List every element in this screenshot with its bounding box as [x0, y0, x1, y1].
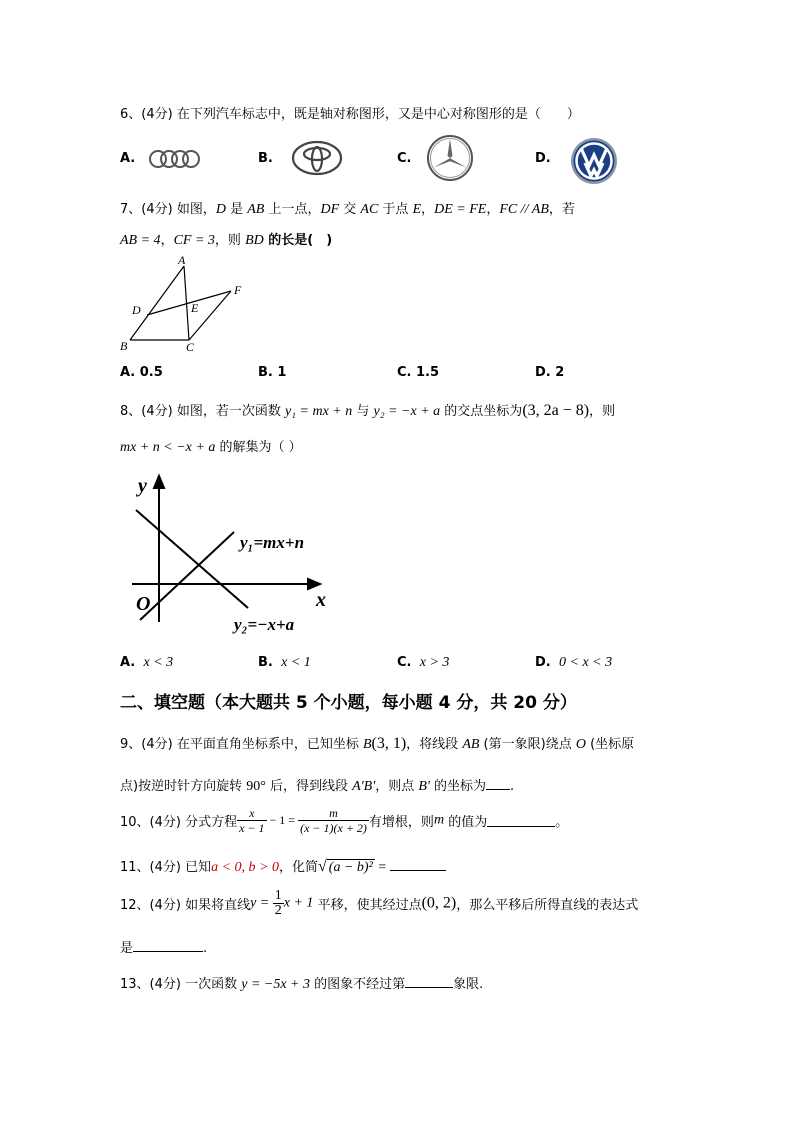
- q10-fraction-right: $\frac{m}{(x - 1)(x + 2)}$: [300, 806, 367, 835]
- q8-option-a: A. x < 3: [120, 655, 174, 670]
- q6-option-d-letter: D.: [535, 151, 551, 166]
- q11-stem: 11、(4分) 已知a < 0, b > 0，化简√ (a − b)² =: [120, 856, 446, 876]
- q10-answer-blank[interactable]: [487, 814, 555, 827]
- x-axis-label: x: [316, 589, 326, 611]
- toyota-logo-icon: [291, 140, 343, 176]
- q13-stem: 13、(4分) 一次函数 y = −5x + 3 的图象不经过第 象限.: [120, 977, 484, 992]
- x-axis-arrow: [308, 579, 320, 589]
- audi-rings-icon: [148, 148, 202, 170]
- q13-answer-blank[interactable]: [405, 975, 453, 988]
- q7-stem-line2: AB = 4，CF = 3，则 BD 的长是( ): [120, 233, 333, 248]
- q12-stem-line1: 12、(4分) 如果将直线y = $\frac{1}{2}$ x + 1 平移，使其经过点(0, 2)，那么平移后所得直线的表达式: [120, 888, 639, 918]
- segment-df: [147, 291, 231, 315]
- line-y1: [140, 532, 234, 620]
- q12-fraction-half: $\frac{1}{2}$: [274, 888, 282, 918]
- q7-geometry-figure: [114, 252, 254, 356]
- q6-stem: 6、(4分) 在下列汽车标志中，既是轴对称图形，又是中心对称图形的是（ ）: [120, 107, 580, 122]
- volkswagen-logo-icon: [570, 137, 618, 185]
- section-fill-in-heading: 二、填空题（本大题共 5 个小题，每小题 4 分，共 20 分）: [120, 693, 577, 713]
- q7-option-a: A. 0.5: [120, 365, 163, 380]
- label-c: C: [186, 340, 195, 354]
- y-axis-arrow: [154, 476, 164, 488]
- label-a: A: [178, 253, 186, 267]
- q9-stem-line1: 9、(4分) 在平面直角坐标系中，已知坐标 B(3, 1)，将线段 AB (第一象限)绕点 O (坐标原: [120, 735, 635, 752]
- origin-label: O: [136, 593, 151, 615]
- label-e: E: [191, 301, 199, 315]
- q10-stem: 10、(4分) 分式方程 $\frac{x}{x - 1}$ − 1 = $\frac{m}{(x - 1)(x + 2)}$ 有增根，则m 的值为 。: [120, 806, 569, 835]
- q12-answer-blank[interactable]: [133, 939, 203, 952]
- q9-stem-line2: 点)按逆时针方向旋转 90° 后，得到线段 A'B'，则点 B' 的坐标为 .: [120, 779, 515, 794]
- q8-option-b: B. x < 1: [258, 655, 311, 670]
- segment-cf: [189, 291, 231, 340]
- q6-option-c-letter: C.: [397, 151, 412, 166]
- q6-option-a-letter: A.: [120, 151, 136, 166]
- q7-option-c: C. 1.5: [397, 365, 440, 380]
- q8-option-c: C. x > 3: [397, 655, 450, 670]
- q10-fraction-left: $\frac{x}{x - 1}$: [239, 806, 265, 835]
- mercedes-star-icon: [426, 134, 474, 182]
- q8-option-d: D. 0 < x < 3: [535, 655, 613, 670]
- label-f: F: [234, 283, 242, 297]
- q7-stem-line1: 7、(4分) 如图，D 是 AB 上一点，DF 交 AC 于点 E，DE = FE，FC // AB，若: [120, 202, 575, 217]
- q6-option-b-letter: B.: [258, 151, 273, 166]
- q12-stem-line2: 是 .: [120, 941, 208, 956]
- q7-option-d: D. 2: [535, 365, 565, 380]
- q9-answer-blank[interactable]: [486, 777, 510, 790]
- line-y2-label: y₂=−x+a: [234, 615, 295, 634]
- q11-answer-blank[interactable]: [390, 858, 446, 871]
- y-axis-label: y: [138, 475, 147, 497]
- q8-function-graph: [126, 470, 336, 642]
- q7-option-b: B. 1: [258, 365, 287, 380]
- q8-stem-line2: mx + n < −x + a 的解集为（ ）: [120, 440, 302, 455]
- label-b: B: [120, 339, 128, 353]
- line-y2: [136, 510, 248, 608]
- line-y1-label: y₁=mx+n: [240, 533, 305, 552]
- q11-radical-expr: (a − b)²: [328, 860, 373, 875]
- label-d: D: [132, 303, 141, 317]
- q8-stem-line1: 8、(4分) 如图，若一次函数 y₁ = mx + n 与 y₂ = −x + a 的交点坐标为(3, 2a − 8)，则: [120, 402, 616, 419]
